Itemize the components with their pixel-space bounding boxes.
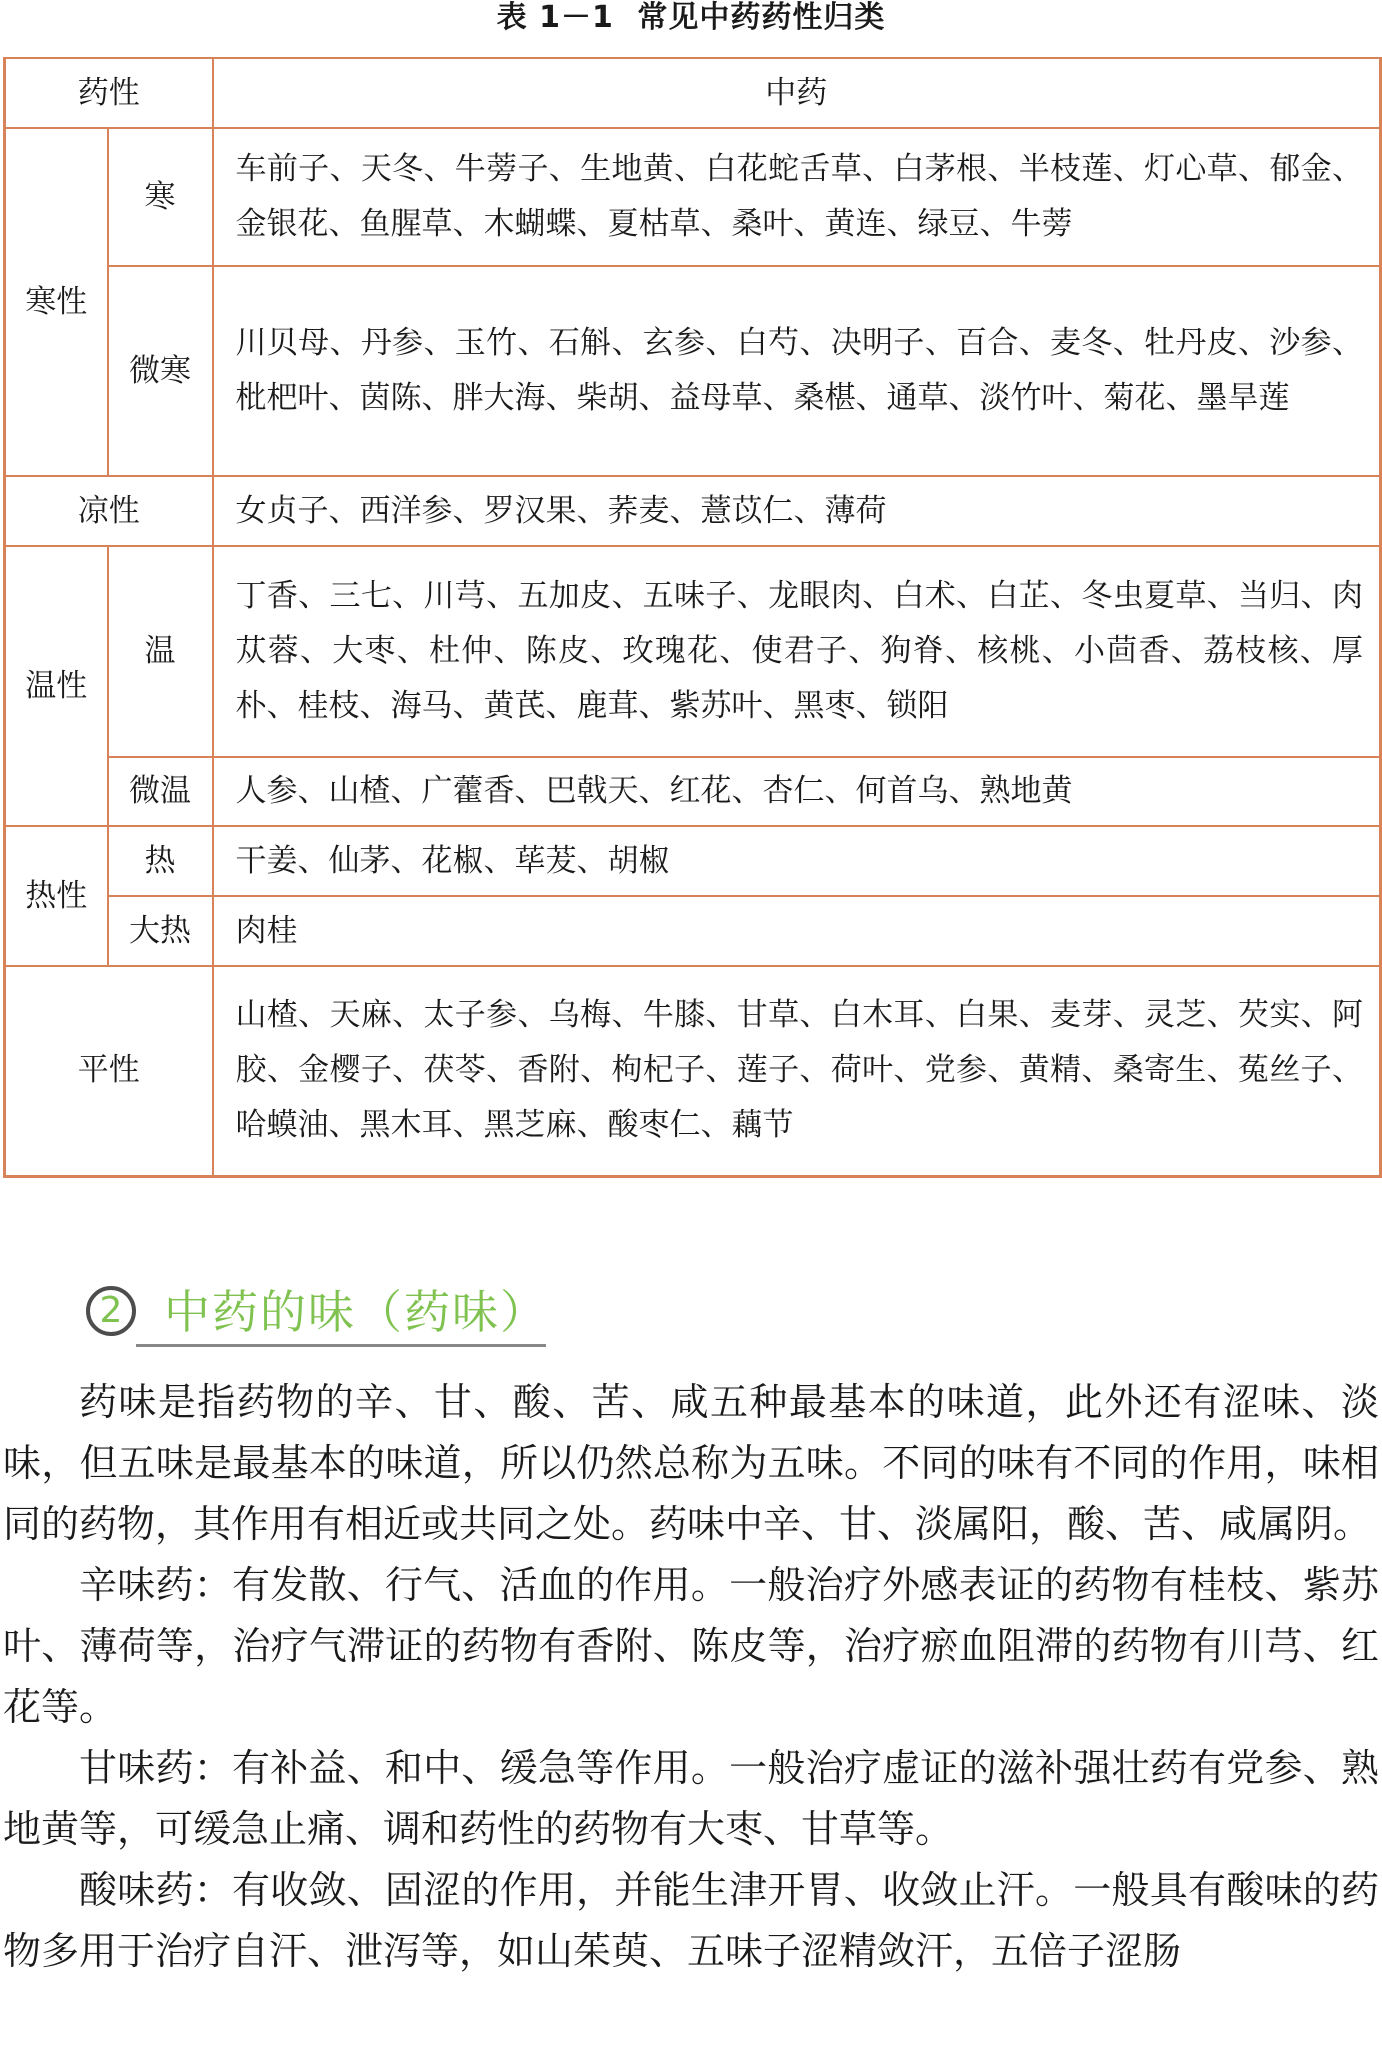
- herbs-slightly-cold: 川贝母、丹参、玉竹、石斛、玄参、白芍、决明子、百合、麦冬、牡丹皮、沙参、枇杷叶、茵陈、胖大海、柴胡、益母草、桑椹、通草、淡竹叶、菊花、墨旱莲: [213, 266, 1381, 476]
- table-row: [5, 757, 1381, 826]
- sub-hot: 热: [108, 826, 213, 896]
- header-property: 药性: [5, 58, 213, 128]
- group-warm: 温性: [5, 546, 108, 826]
- paragraph: 药味是指药物的辛、甘、酸、苦、咸五种最基本的味道，此外还有涩味、淡味，但五味是最基本的味道，所以仍然总称为五味。不同的味有不同的作用，味相同的药物，其作用有相近或共同之处。药味中辛、甘、淡属阳，酸、苦、咸属阴。: [3, 1380, 1379, 1546]
- table-row: [5, 826, 1381, 896]
- group-cold: 寒性: [5, 128, 108, 476]
- herbs-warm: 丁香、三七、川芎、五加皮、五味子、龙眼肉、白术、白芷、冬虫夏草、当归、肉苁蓉、大枣、杜仲、陈皮、玫瑰花、使君子、狗脊、核桃、小茴香、荔枝核、厚朴、桂枝、海马、黄芪、鹿茸、紫苏叶、黑枣、锁阳: [213, 546, 1381, 757]
- table-row: [5, 476, 1381, 546]
- section-title: 中药的味（药味）: [164, 1285, 548, 1339]
- group-cool: 凉性: [5, 476, 213, 546]
- table-row: [5, 128, 1381, 266]
- herbs-cool: 女贞子、西洋参、罗汉果、荞麦、薏苡仁、薄荷: [213, 476, 1381, 546]
- herbs-hot: 干姜、仙茅、花椒、荜茇、胡椒: [213, 826, 1381, 896]
- sub-cold: 寒: [108, 128, 213, 266]
- table-row: [5, 546, 1381, 757]
- sub-slightly-cold: 微寒: [108, 266, 213, 476]
- group-neutral: 平性: [5, 966, 213, 1176]
- header-herbs: 中药: [213, 58, 1381, 128]
- table-title: 常见中药药性归类: [637, 0, 886, 35]
- sub-slightly-warm: 微温: [108, 757, 213, 826]
- table-header-row: [5, 58, 1381, 128]
- herbs-neutral: 山楂、天麻、太子参、乌梅、牛膝、甘草、白木耳、白果、麦芽、灵芝、芡实、阿胶、金樱子、茯苓、香附、枸杞子、莲子、荷叶、党参、黄精、桑寄生、菟丝子、哈蟆油、黑木耳、黑芝麻、酸枣仁、藕节: [213, 966, 1381, 1176]
- sub-very-hot: 大热: [108, 896, 213, 966]
- herbs-cold: 车前子、天冬、牛蒡子、生地黄、白花蛇舌草、白茅根、半枝莲、灯心草、郁金、金银花、鱼腥草、木蝴蝶、夏枯草、桑叶、黄连、绿豆、牛蒡: [213, 128, 1381, 266]
- table-row: [5, 266, 1381, 476]
- paragraph: 辛味药：有发散、行气、活血的作用。一般治疗外感表证的药物有桂枝、紫苏叶、薄荷等，治疗气滞证的药物有香附、陈皮等，治疗瘀血阻滞的药物有川芎、红花等。: [3, 1563, 1379, 1729]
- herbs-slightly-warm: 人参、山楂、广藿香、巴戟天、红花、杏仁、何首乌、熟地黄: [213, 757, 1381, 826]
- herb-property-table: [3, 57, 1382, 1178]
- table-number: 表 1－1: [496, 0, 614, 35]
- body-text: [3, 1372, 1379, 1982]
- section-underline: [136, 1344, 546, 1347]
- section-heading: [80, 1278, 550, 1350]
- table-row: [5, 896, 1381, 966]
- section-number-badge: 2: [86, 1286, 136, 1336]
- sub-warm: 温: [108, 546, 213, 757]
- paragraph: 甘味药：有补益、和中、缓急等作用。一般治疗虚证的滋补强壮药有党参、熟地黄等，可缓急止痛、调和药性的药物有大枣、甘草等。: [3, 1746, 1379, 1851]
- herbs-very-hot: 肉桂: [213, 896, 1381, 966]
- group-hot: 热性: [5, 826, 108, 966]
- table-caption: [0, 0, 1382, 36]
- table-row: [5, 966, 1381, 1176]
- paragraph: 酸味药：有收敛、固涩的作用，并能生津开胃、收敛止汗。一般具有酸味的药物多用于治疗自汗、泄泻等，如山茱萸、五味子涩精敛汗，五倍子涩肠: [3, 1868, 1379, 1973]
